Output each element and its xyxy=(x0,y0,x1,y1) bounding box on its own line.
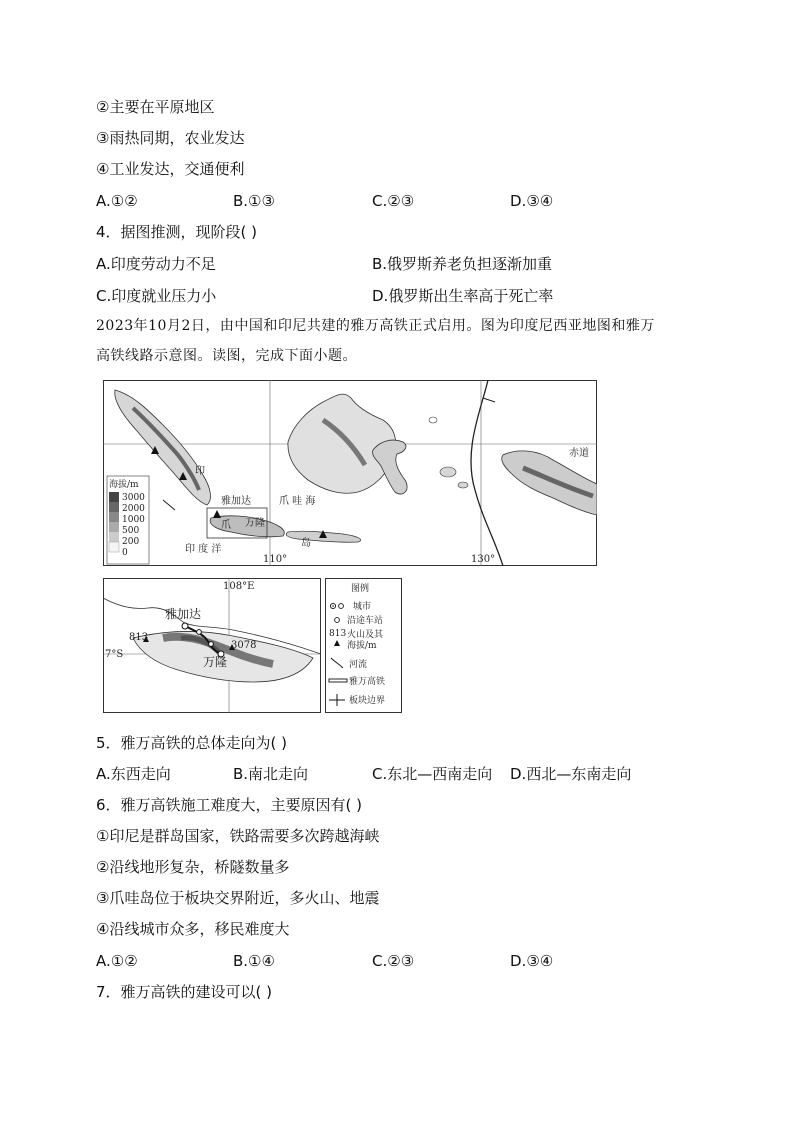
yin-label: 印 xyxy=(195,466,205,477)
bandung-label: 万隆 xyxy=(245,518,265,529)
q5-option-d: D.西北—东南走向 xyxy=(510,765,632,783)
lon-110-label: 110° xyxy=(263,554,288,565)
q3-option-d: D.③④ xyxy=(510,192,554,210)
jakarta-label: 雅加达 xyxy=(221,496,251,507)
q5-stem: 5．雅万高铁的总体走向为( ) xyxy=(96,734,288,752)
q4-option-c: C.印度就业压力小 xyxy=(96,287,217,305)
legend-val-3000: 3000 xyxy=(122,493,145,503)
inset-lon-label: 108°E xyxy=(223,581,255,592)
legend-volcano-1: 火山及其 xyxy=(347,630,384,640)
q6-statement-1: ①印尼是群岛国家，铁路需要多次跨越海峡 xyxy=(96,827,380,845)
java-label: 爪 xyxy=(221,520,231,531)
map-legend xyxy=(325,578,402,713)
legend-val-500: 500 xyxy=(122,526,140,536)
island-label: 岛 xyxy=(301,538,311,549)
legend-val-0: 0 xyxy=(122,548,128,558)
q5-option-b: B.南北走向 xyxy=(233,765,309,783)
q4-option-d: D.俄罗斯出生率高于死亡率 xyxy=(372,287,554,305)
indonesia-map xyxy=(103,380,597,566)
q3-option-a: A.①② xyxy=(96,192,138,210)
q3-statement-4: ④工业发达，交通便利 xyxy=(96,160,245,178)
q4-option-a: A.印度劳动力不足 xyxy=(96,255,216,273)
legend-val-2000: 2000 xyxy=(122,504,145,514)
q6-option-a: A.①② xyxy=(96,952,138,970)
inset-jakarta-label: 雅加达 xyxy=(165,607,202,621)
q3-option-c: C.②③ xyxy=(372,192,415,210)
legend-rail: 雅万高铁 xyxy=(349,677,386,687)
q6-option-c: C.②③ xyxy=(372,952,415,970)
intro-line-2: 高铁线路示意图。读图，完成下面小题。 xyxy=(96,348,357,364)
legend-city: 城市 xyxy=(353,602,372,612)
q6-statement-3: ③爪哇岛位于板块交界附近，多火山、地震 xyxy=(96,889,380,907)
q6-option-d: D.③④ xyxy=(510,952,554,970)
q5-option-a: A.东西走向 xyxy=(96,765,171,783)
q6-stem: 6．雅万高铁施工难度大，主要原因有( ) xyxy=(96,796,363,814)
legend-val-1000: 1000 xyxy=(122,515,145,525)
q6-statement-4: ④沿线城市众多，移民难度大 xyxy=(96,920,290,938)
elevation-legend-title: 海拔/m xyxy=(109,480,139,490)
legend-station: 沿途车站 xyxy=(347,616,384,626)
legend-river: 河流 xyxy=(349,660,368,670)
equator-label: 赤道 xyxy=(569,448,589,459)
q4-option-b: B.俄罗斯养老负担逐渐加重 xyxy=(372,255,553,273)
q3-option-b: B.①③ xyxy=(233,192,275,210)
q6-option-b: B.①④ xyxy=(233,952,275,970)
q7-stem: 7．雅万高铁的建设可以( ) xyxy=(96,983,273,1001)
intro-line-1: 2023年10月2日，由中国和印尼共建的雅万高铁正式启用。图为印度尼西亚地图和雅万 xyxy=(96,318,655,334)
lon-130-label: 130° xyxy=(471,554,496,565)
q5-option-c: C.东北—西南走向 xyxy=(372,765,493,783)
legend-volcano-sample: 813 xyxy=(329,629,347,639)
volcano-813-label: 813 xyxy=(129,632,149,643)
q3-statement-2: ②主要在平原地区 xyxy=(96,98,215,116)
volcano-3078-label: 3078 xyxy=(231,640,257,651)
inset-map xyxy=(103,578,321,713)
q6-statement-2: ②沿线地形复杂，桥隧数量多 xyxy=(96,858,290,876)
legend-val-200: 200 xyxy=(122,537,140,547)
legend-plate: 板块边界 xyxy=(349,696,386,706)
q4-stem: 4．据图推测，现阶段( ) xyxy=(96,223,258,241)
java-sea-label: 爪 哇 海 xyxy=(279,496,316,507)
inset-lat-label: 7°S xyxy=(105,649,124,660)
q3-statement-3: ③雨热同期，农业发达 xyxy=(96,129,245,147)
legend-volcano-2: 海拔/m xyxy=(347,641,377,651)
legend-title: 图例 xyxy=(351,584,370,594)
inset-bandung-label: 万隆 xyxy=(203,655,228,669)
indian-ocean-label: 印 度 洋 xyxy=(185,544,222,555)
